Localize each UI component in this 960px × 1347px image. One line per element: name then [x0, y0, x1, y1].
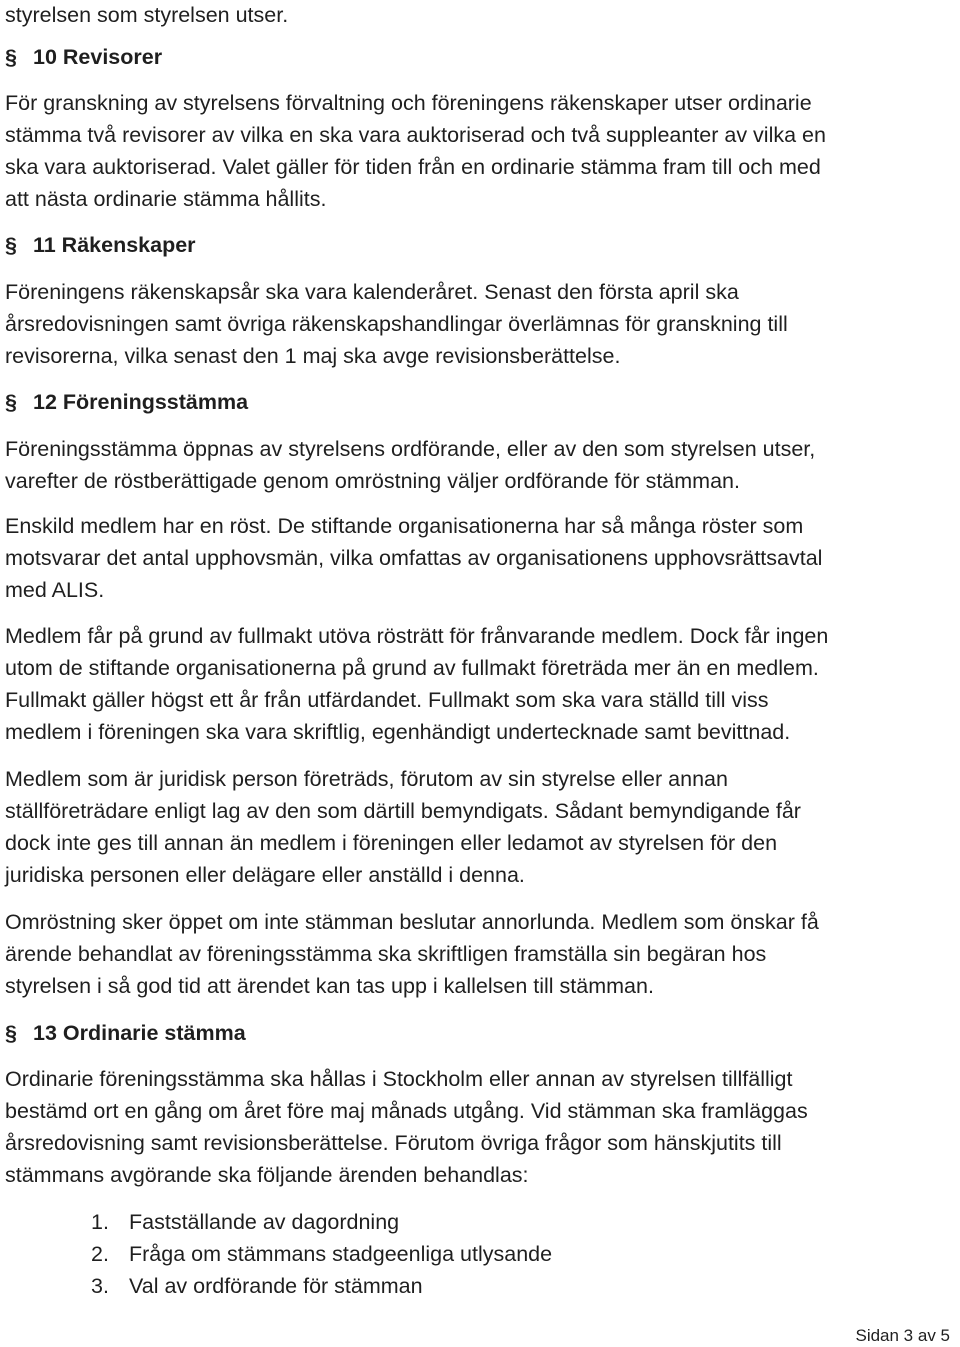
list-item [5, 1270, 552, 1302]
paragraph-line: Omröstning sker öppet om inte stämman beslutar annorlunda. Medlem som önskar få [5, 910, 819, 934]
list-item-number: 1. [91, 1210, 109, 1234]
paragraph-line: att nästa ordinarie stämma hållits. [5, 187, 327, 211]
paragraph-line: stämmans avgörande ska följande ärenden behandlas: [5, 1163, 529, 1187]
section-11-title: 11 Räkenskaper [32, 233, 196, 257]
paragraph-line: motsvarar det antal upphovsmän, vilka omfattas av organisationens upphovsrättsavtal [5, 546, 823, 570]
paragraph-line: varefter de röstberättigade genom omröstning väljer ordförande för stämman. [5, 469, 740, 493]
paragraph-line: bestämd ort en gång om året före maj månads utgång. Vid stämman ska framläggas [5, 1099, 808, 1123]
section-12-heading [5, 386, 248, 418]
section-13-paragraph [5, 1063, 808, 1191]
section-12-paragraph-3 [5, 620, 828, 748]
section-symbol: § [5, 233, 17, 257]
paragraph-line: För granskning av styrelsens förvaltning och föreningens räkenskaper utser ordinarie [5, 91, 812, 115]
paragraph-line: dock inte ges till annan än medlem i föreningen eller ledamot av styrelsen för den [5, 831, 778, 855]
paragraph-line: Medlem får på grund av fullmakt utöva rösträtt för frånvarande medlem. Dock får ingen [5, 624, 829, 648]
paragraph-line: revisorerna, vilka senast den 1 maj ska avge revisionsberättelse. [5, 344, 621, 368]
section-symbol: § [5, 1021, 17, 1045]
paragraph-line: Fullmakt gäller högst ett år från utfärdandet. Fullmakt som ska vara ställd till viss [5, 688, 769, 712]
paragraph-line: medlem i föreningen ska vara skriftlig, egenhändigt undertecknade samt bevittnad. [5, 720, 791, 744]
paragraph-line: årsredovisning samt revisionsberättelse. Förutom övriga frågor som hänskjutits till [5, 1131, 782, 1155]
paragraph-line: ställföreträdare enligt lag av den som därtill bemyndigats. Sådant bemyndigande får [5, 799, 801, 823]
section-12-paragraph-2 [5, 510, 822, 606]
list-item [5, 1238, 552, 1270]
list-item-text: Fråga om stämmans stadgeenliga utlysande [129, 1242, 553, 1266]
paragraph-line: stämma två revisorer av vilka en ska vara auktoriserad och två suppleanter av vilka en [5, 123, 826, 147]
paragraph-line: med ALIS. [5, 578, 105, 602]
paragraph-line: ska vara auktoriserad. Valet gäller för tiden från en ordinarie stämma fram till och med [5, 155, 821, 179]
section-12-paragraph-1 [5, 433, 815, 497]
paragraph-line: styrelsen i så god tid att ärendet kan tas upp i kallelsen till stämman. [5, 974, 654, 998]
agenda-list [5, 1206, 552, 1302]
paragraph-line: Föreningsstämma öppnas av styrelsens ordförande, eller av den som styrelsen utser, [5, 437, 816, 461]
section-13-title: 13 Ordinarie stämma [32, 1021, 246, 1045]
section-11-paragraph [5, 276, 788, 372]
paragraph-line: Medlem som är juridisk person företräds, förutom av sin styrelse eller annan [5, 767, 728, 791]
section-symbol: § [5, 45, 17, 69]
paragraph-line: Ordinarie föreningsstämma ska hållas i Stockholm eller annan av styrelsen tillfälligt [5, 1067, 793, 1091]
paragraph-line: Enskild medlem har en röst. De stiftande organisationerna har så många röster som [5, 514, 804, 538]
paragraph-line: utom de stiftande organisationerna på grund av fullmakt företräda mer än en medlem. [5, 656, 819, 680]
list-item-text: Val av ordförande för stämman [129, 1274, 423, 1298]
list-item-text: Fastställande av dagordning [129, 1210, 400, 1234]
section-symbol: § [5, 390, 17, 414]
fragment-line: styrelsen som styrelsen utser. [5, 3, 289, 27]
section-12-paragraph-5 [5, 906, 819, 1002]
paragraph-line: juridiska personen eller delägare eller anställd i denna. [5, 863, 525, 887]
page-number: Sidan 3 av 5 [855, 1326, 950, 1345]
list-item-number: 2. [91, 1242, 109, 1266]
paragraph-line: Föreningens räkenskapsår ska vara kalenderåret. Senast den första april ska [5, 280, 739, 304]
list-item-number: 3. [91, 1274, 109, 1298]
paragraph-line: ärende behandlat av föreningsstämma ska skriftligen framställa sin begäran hos [5, 942, 767, 966]
section-11-heading [5, 229, 196, 261]
section-10-paragraph [5, 87, 826, 215]
section-12-title: 12 Föreningsstämma [32, 390, 249, 414]
list-item [5, 1206, 552, 1238]
section-12-paragraph-4 [5, 763, 801, 891]
paragraph-line: årsredovisningen samt övriga räkenskapshandlingar överlämnas för granskning till [5, 312, 788, 336]
section-10-title: 10 Revisorer [32, 45, 163, 69]
section-13-heading [5, 1017, 246, 1049]
section-10-heading [5, 41, 162, 73]
